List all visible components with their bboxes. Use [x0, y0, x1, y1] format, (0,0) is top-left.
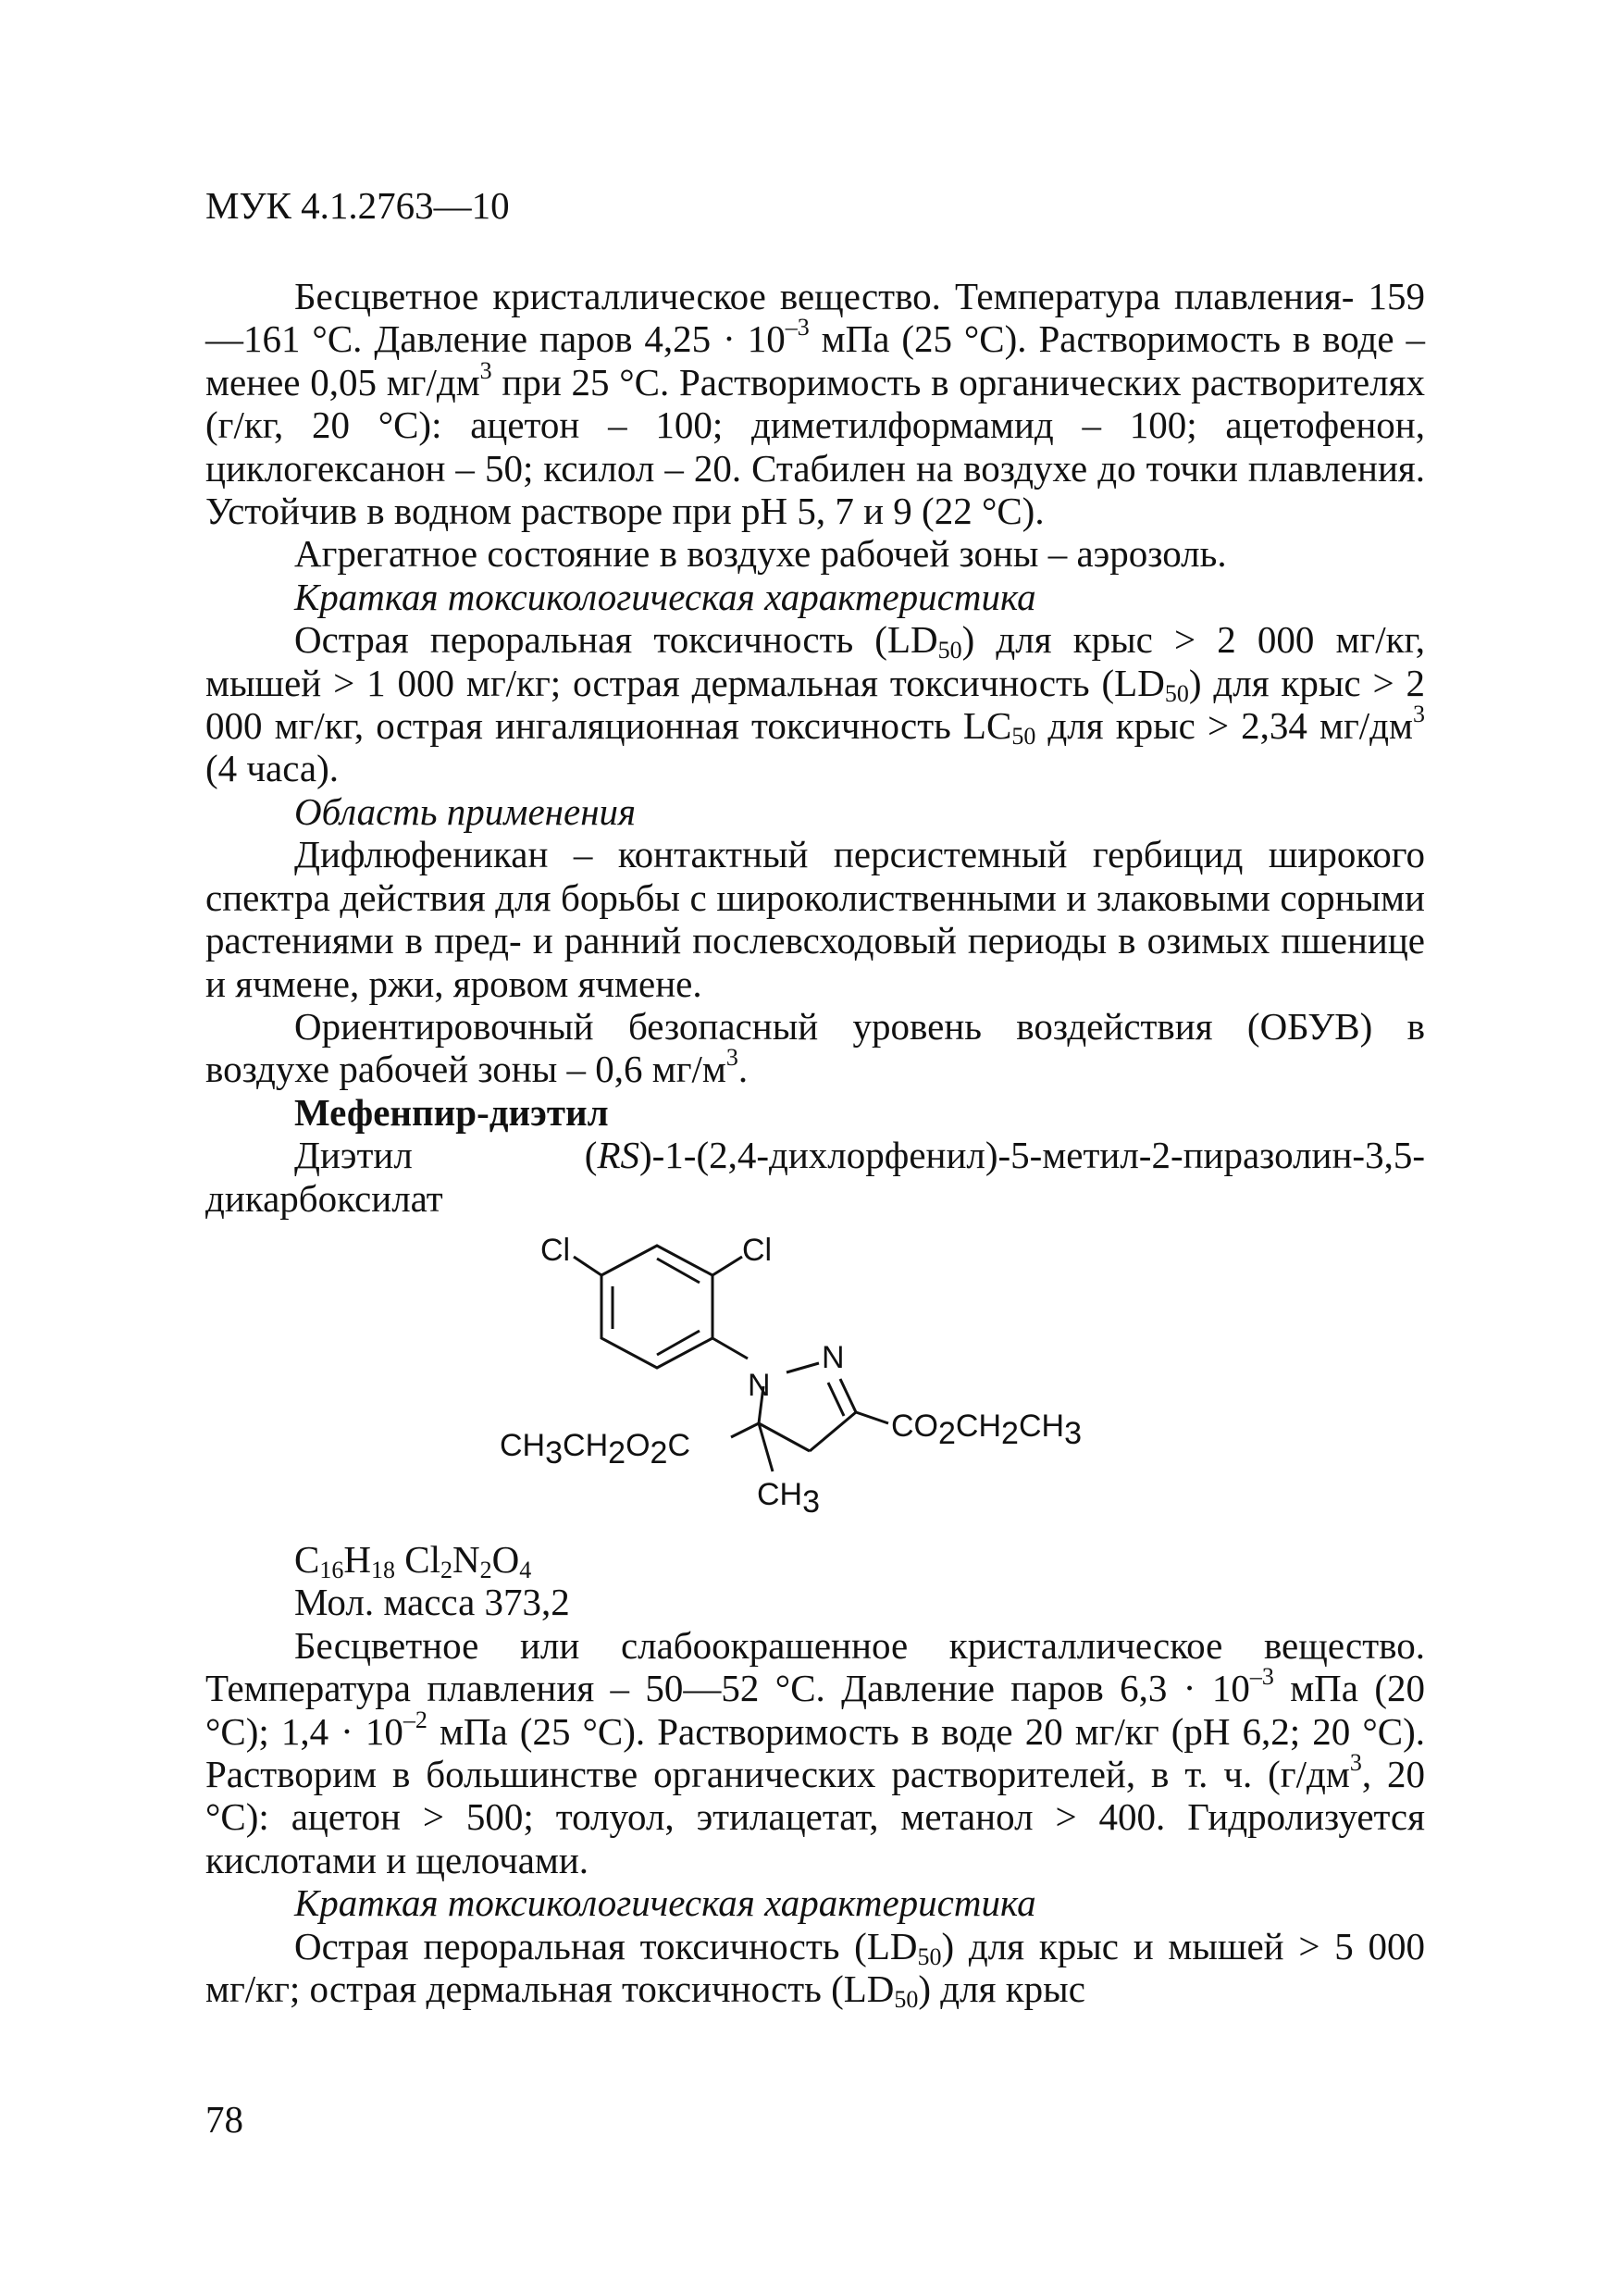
cl-right-label: Cl [742, 1233, 773, 1268]
text-block-mefenpyr [205, 1538, 1426, 2014]
application-paragraph: Дифлюфеникан – контактный персистемный гербицид широкого спектра действия для борьбы с широколиственными и злаковыми сорными растениями в пред- и ранний послевсходовый периоды в озимых пшенице и ячмене, ржи, яровом ячмене. [205, 833, 1425, 1005]
page-number: 78 [205, 2098, 243, 2141]
methyl-label: CH3 [757, 1477, 821, 1520]
n1-label: N [748, 1368, 771, 1403]
tox-heading: Краткая токсикологическая характеристика [294, 575, 1036, 618]
ester-left-label: CH3CH2O2C [500, 1428, 690, 1471]
toxicity-paragraph: Острая пероральная токсичность $(LD_{50})$ для крыс > 2 000 мг/кг, мышей > 1 000 мг/кг; острая дермальная токсичность $(LD_{50})$ для крыс > 2 000 мг/кг, острая ингаляционная токсичность $LC_{50}$ для крыс > 2,34 $мг/дм^3$ (4 часа). [205, 618, 1425, 790]
ester-right-label: CO2CH2CH3 [891, 1409, 1082, 1451]
structural-formula [500, 1229, 1147, 1534]
toxicity-paragraph-2: Острая пероральная токсичность $(LD_{50})$ для крыс и мышей > 5 000 мг/кг; острая дермальная токсичность $(LD_{50})$ для крыс [205, 1924, 1425, 2014]
aggregate-state-paragraph: Агрегатное состояние в воздухе рабочей зоны – аэрозоль. [294, 532, 1227, 576]
text-block-diflufenican [205, 275, 1425, 1220]
n2-label: N [822, 1340, 845, 1375]
molecular-formula: $C_{16}H_{18}$ $Cl_2N_2O_4$ [294, 1538, 532, 1583]
benzene-ring [601, 1246, 712, 1368]
application-heading: Область применения [294, 789, 637, 833]
tox-heading-2: Краткая токсикологическая характеристика [294, 1881, 1036, 1925]
properties-paragraph-2: Бесцветное или слабоокрашенное кристаллическое вещество. Температура плавления – 50—52 °С. Давление паров $6,3 \cdot 10^{-3}$ мПа (20 °С); $1,4 \cdot 10^{-2}$ мПа (25 °С). Растворимость в воде 20 мг/кг (рН 6,2; 20 °С). Растворим в большинстве органических растворителей, в т. ч. ($г/дм^3$, 20 °С): ацетон > 500; толуол, этилацетат, метанол > 400. Гидролизуется кислотами и щелочами. [205, 1623, 1426, 1881]
substance-title: Мефенпир-диэтил [294, 1090, 609, 1134]
document-code-header: МУК 4.1.2763—10 [205, 184, 510, 227]
obuv-paragraph: Ориентировочный безопасный уровень воздействия (ОБУВ) в воздухе рабочей зоны – 0,6 $мг/м^3$. [205, 1004, 1425, 1091]
molecular-mass: Мол. масса 373,2 [294, 1581, 570, 1624]
properties-paragraph: Бесцветное кристаллическое вещество. Температура плавления- 159—161 °С. Давление паров $4,25 \cdot 10^{-3}$ мПа (25 °С). Растворимость в воде – менее 0,05 $мг/дм^3$ при 25 °С. Растворимость в органических растворителях (г/кг, 20 °С): ацетон – 100; диметилформамид – 100; ацетофенон, циклогексанон – 50; ксилол – 20. Стабилен на воздухе до точки плавления. Устойчив в водном растворе при рН 5, 7 и 9 (22 °С). [205, 275, 1425, 533]
cl-left-label: Cl [540, 1233, 571, 1268]
iupac-name: Диэтил (RS)-1-(2,4-дихлорфенил)-5-метил-2-пиразолин-3,5-дикарбоксилат [205, 1134, 1425, 1220]
